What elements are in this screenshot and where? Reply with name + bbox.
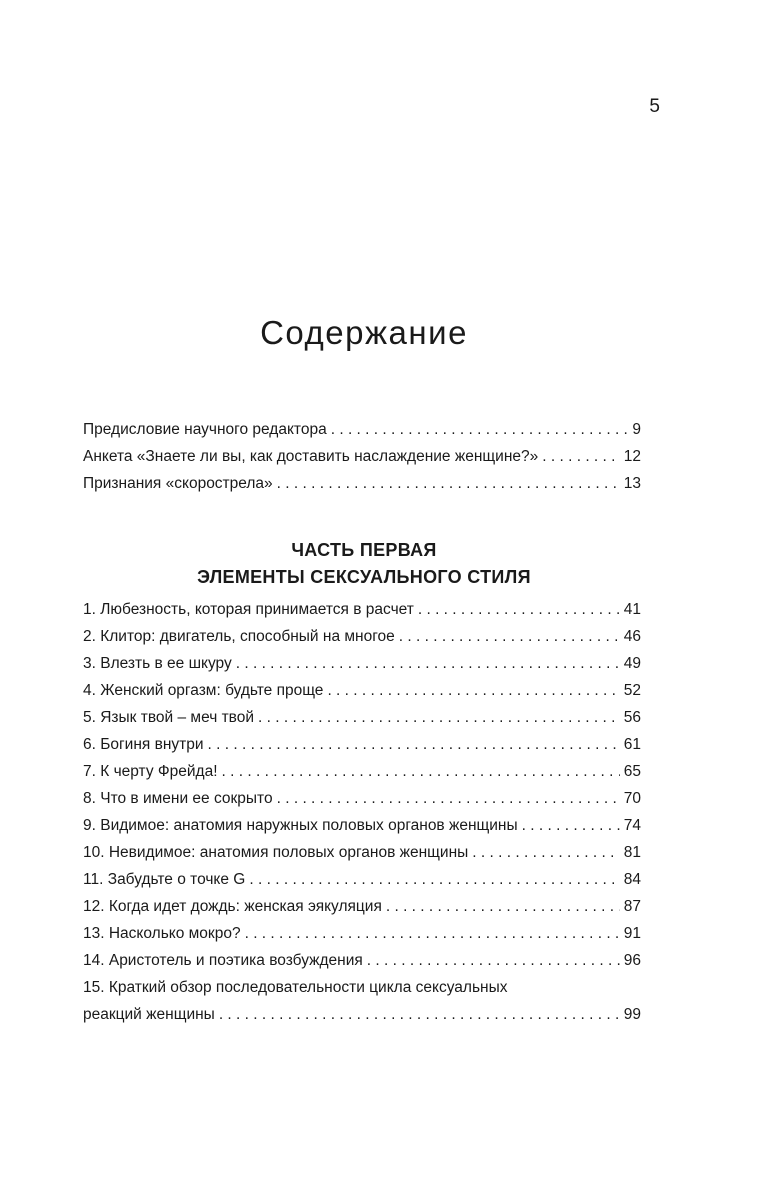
toc-entry-title: Признания «скорострела» [83, 475, 273, 492]
dot-leader [245, 920, 620, 947]
toc-entry-page: 65 [623, 763, 641, 780]
toc-entry-title: 8. Что в имени ее сокрыто [83, 790, 273, 807]
toc-entry-title: 4. Женский оргазм: будьте проще [83, 682, 324, 699]
toc-entry[interactable] [83, 443, 641, 470]
part-name: ЭЛЕМЕНТЫ СЕКСУАЛЬНОГО СТИЛЯ [197, 567, 531, 587]
toc-entry[interactable] [83, 704, 641, 731]
toc-entry[interactable] [83, 866, 641, 893]
toc-entry-page: 74 [623, 817, 641, 834]
toc-entry-page: 61 [623, 736, 641, 753]
toc-entry-title: 7. К черту Фрейда! [83, 763, 218, 780]
toc-entry[interactable] [83, 677, 641, 704]
toc-entry-line1[interactable] [83, 974, 641, 1001]
toc-entry-title: 6. Богиня внутри [83, 736, 204, 753]
toc-entry-page: 84 [623, 871, 641, 888]
dot-leader [208, 731, 620, 758]
toc-entry[interactable] [83, 1001, 641, 1028]
toc-entry-title: 9. Видимое: анатомия наружных половых органов женщины [83, 817, 518, 834]
toc-entry[interactable] [83, 596, 641, 623]
dot-leader [277, 470, 620, 497]
toc-entry-title: Анкета «Знаете ли вы, как доставить наслаждение женщине?» [83, 448, 539, 465]
toc-entry-page: 49 [623, 655, 641, 672]
toc-entry[interactable] [83, 839, 641, 866]
toc-entry[interactable] [83, 785, 641, 812]
toc-entry-title: 2. Клитор: двигатель, способный на многое [83, 628, 395, 645]
toc-entry-page: 81 [623, 844, 641, 861]
toc-entry-title: 15. Краткий обзор последовательности цикла сексуальных [83, 979, 508, 996]
dot-leader [277, 785, 620, 812]
toc-entry-page: 13 [623, 475, 641, 492]
part-label: ЧАСТЬ ПЕРВАЯ [291, 540, 437, 560]
toc-entry-title: 3. Влезть в ее шкуру [83, 655, 232, 672]
toc-entry[interactable] [83, 623, 641, 650]
toc-entry-title: 10. Невидимое: анатомия половых органов женщины [83, 844, 469, 861]
page-number: 5 [649, 96, 660, 117]
toc-entry[interactable] [83, 893, 641, 920]
toc-entry[interactable] [83, 920, 641, 947]
dot-leader [222, 758, 620, 785]
toc-entry[interactable] [83, 758, 641, 785]
front-matter-list [83, 416, 641, 497]
toc-entry-title: 14. Аристотель и поэтика возбуждения [83, 952, 363, 969]
toc-entry-page: 70 [623, 790, 641, 807]
chapter-list [83, 596, 641, 1028]
toc-entry[interactable] [83, 416, 641, 443]
toc-entry-title: Предисловие научного редактора [83, 421, 327, 438]
dot-leader [258, 704, 620, 731]
toc-entry-title: 12. Когда идет дождь: женская эякуляция [83, 898, 382, 915]
dot-leader [219, 1001, 620, 1028]
toc-entry-title: 1. Любезность, которая принимается в расчет [83, 601, 414, 618]
dot-leader [386, 893, 620, 920]
toc-entry-page: 46 [623, 628, 641, 645]
toc-entry-title: 13. Насколько мокро? [83, 925, 241, 942]
dot-leader [542, 443, 620, 470]
toc-entry[interactable] [83, 812, 641, 839]
dot-leader [418, 596, 620, 623]
toc-entry-title: 11. Забудьте о точке G [83, 871, 246, 888]
toc-entry-page: 41 [623, 601, 641, 618]
toc-entry-title: 5. Язык твой – меч твой [83, 709, 255, 726]
part-heading [0, 537, 728, 591]
toc-entry-page: 96 [623, 952, 641, 969]
toc-entry-page: 87 [623, 898, 641, 915]
toc-entry-page: 99 [623, 1006, 641, 1023]
dot-leader [472, 839, 619, 866]
toc-entry[interactable] [83, 731, 641, 758]
dot-leader [522, 812, 620, 839]
toc-entry[interactable] [83, 470, 641, 497]
dot-leader [236, 650, 620, 677]
dot-leader [249, 866, 619, 893]
page-title: Содержание [260, 314, 468, 351]
toc-entry-page: 52 [623, 682, 641, 699]
toc-entry[interactable] [83, 650, 641, 677]
dot-leader [367, 947, 620, 974]
toc-entry-page: 91 [623, 925, 641, 942]
toc-entry-page: 9 [632, 421, 641, 438]
toc-entry[interactable] [83, 947, 641, 974]
dot-leader [327, 677, 619, 704]
toc-entry-page: 12 [623, 448, 641, 465]
toc-entry-page: 56 [623, 709, 641, 726]
dot-leader [331, 416, 629, 443]
toc-entry-title: реакций женщины [83, 1006, 215, 1023]
dot-leader [399, 623, 620, 650]
